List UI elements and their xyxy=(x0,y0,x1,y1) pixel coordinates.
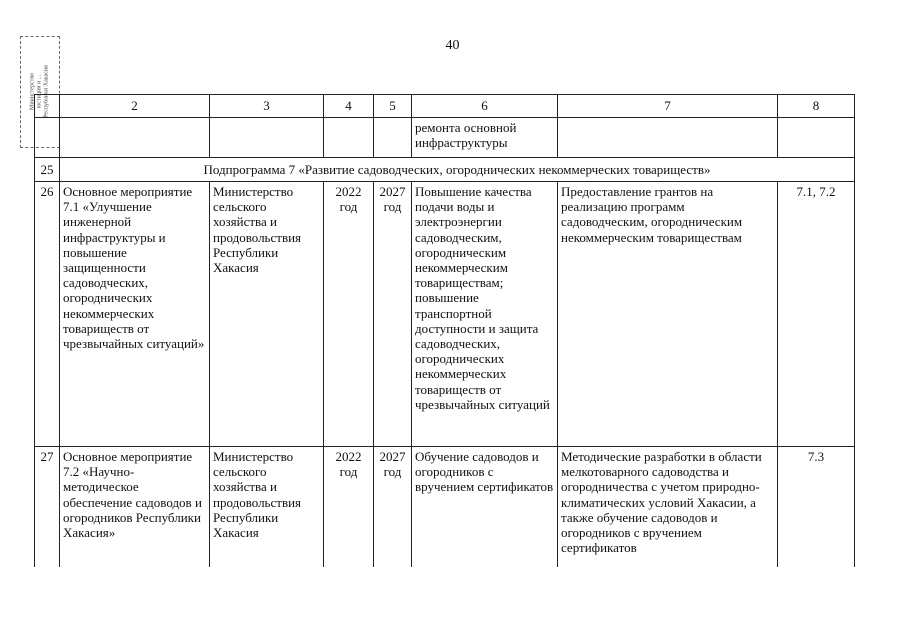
header-cell: 5 xyxy=(374,95,412,118)
section-number: 25 xyxy=(35,158,60,182)
event-cell: Основное мероприятие 7.1 «Улучшение инженерной инфраструктуры и повышение защищенности садоводческих, огороднических некоммерческих товариществ от чрезвычайных ситуаций» xyxy=(60,182,210,447)
section-title: Подпрограмма 7 «Развитие садоводческих, огороднических некоммерческих товариществ» xyxy=(60,158,855,182)
end-year-cell: 2027 год xyxy=(374,447,412,567)
indicators-cell: 7.1, 7.2 xyxy=(778,182,855,447)
header-cell: 7 xyxy=(558,95,778,118)
executor-cell: Министерство сельского хозяйства и продовольствия Республики Хакасия xyxy=(210,182,324,447)
start-year-cell: 2022 год xyxy=(324,447,374,567)
table-header-row xyxy=(35,95,855,118)
continuation-row xyxy=(35,118,855,158)
table-row xyxy=(35,447,855,567)
table-row xyxy=(35,182,855,447)
header-cell: 2 xyxy=(60,95,210,118)
stamp-line: Министерство xyxy=(29,73,36,110)
header-cell: 4 xyxy=(324,95,374,118)
content-cell: Предоставление грантов на реализацию программ садоводческим, огородническим некоммерческим товариществам xyxy=(558,182,778,447)
executor-cell: Министерство сельского хозяйства и продовольствия Республики Хакасия xyxy=(210,447,324,567)
stamp-line: юстиции и ... xyxy=(36,74,43,109)
header-cell-index xyxy=(35,95,60,118)
result-cell: Обучение садоводов и огородников с вручением сертификатов xyxy=(412,447,558,567)
content-cell: Методические разработки в области мелкотоварного садоводства и огородничества с учетом природно-климатических условий Хакасии, а также обучение садоводов и огородников с вручением сертификатов xyxy=(558,447,778,567)
header-cell: 6 xyxy=(412,95,558,118)
header-cell: 3 xyxy=(210,95,324,118)
end-year-cell: 2027 год xyxy=(374,182,412,447)
result-cell: Повышение качества подачи воды и электроэнергии садоводческим, огородническим некоммерческим товариществам; повышение транспортной доступности и защита садоводческих, огороднических некоммерческих товариществ от чрезвычайных ситуаций xyxy=(412,182,558,447)
indicators-cell: 7.3 xyxy=(778,447,855,567)
row-number: 27 xyxy=(35,447,60,567)
stamp-line: Республики Хакасия xyxy=(43,65,50,118)
row-number: 26 xyxy=(35,182,60,447)
event-cell: Основное мероприятие 7.2 «Научно-методическое обеспечение садоводов и огородников Республики Хакасия» xyxy=(60,447,210,567)
header-cell: 8 xyxy=(778,95,855,118)
page-number: 40 xyxy=(445,38,460,53)
start-year-cell: 2022 год xyxy=(324,182,374,447)
continuation-result: ремонта основной инфраструктуры xyxy=(412,118,558,158)
program-table xyxy=(34,94,855,567)
section-row xyxy=(35,158,855,182)
